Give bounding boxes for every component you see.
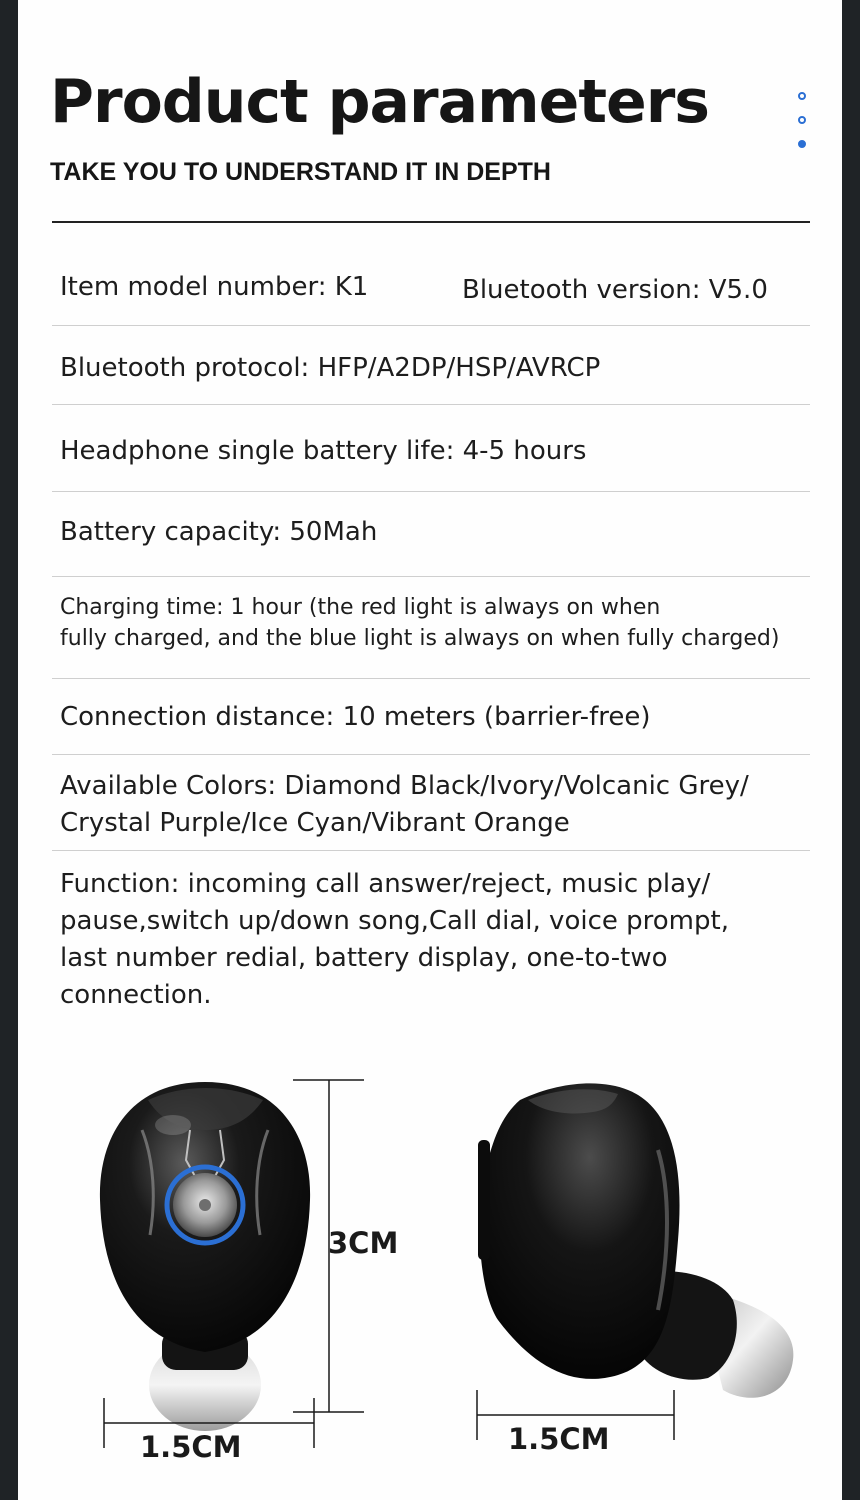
- pagination-dot-icon: [798, 92, 806, 100]
- row-divider: [52, 491, 810, 492]
- row-divider: [52, 325, 810, 326]
- earbud-side-view: [478, 1083, 793, 1397]
- param-bluetooth-version: Bluetooth version: V5.0: [462, 275, 768, 305]
- row-divider: [52, 576, 810, 577]
- param-function-line1: Function: incoming call answer/reject, music play/: [60, 869, 711, 899]
- page-title: Product parameters: [50, 67, 709, 137]
- row-divider: [52, 678, 810, 679]
- pagination-dots: [798, 92, 810, 152]
- param-charging-time-line1: Charging time: 1 hour (the red light is always on when: [60, 595, 661, 620]
- pagination-dot-icon: [798, 116, 806, 124]
- pagination-dot-active-icon: [798, 140, 806, 148]
- page-subtitle: TAKE YOU TO UNDERSTAND IT IN DEPTH: [50, 158, 551, 186]
- height-dimension-label: 3CM: [328, 1226, 399, 1260]
- param-model: Item model number: K1: [60, 272, 369, 302]
- param-function-line3: last number redial, battery display, one-to-two: [60, 943, 668, 973]
- product-card: [18, 0, 842, 1500]
- row-divider: [52, 404, 810, 405]
- param-function-line2: pause,switch up/down song,Call dial, voice prompt,: [60, 906, 729, 936]
- param-function-line4: connection.: [60, 980, 212, 1010]
- param-charging-time-line2: fully charged, and the blue light is always on when fully charged): [60, 626, 780, 651]
- param-battery-life: Headphone single battery life: 4-5 hours: [60, 436, 587, 466]
- row-divider: [52, 850, 810, 851]
- param-colors-line1: Available Colors: Diamond Black/Ivory/Volcanic Grey/: [60, 771, 749, 801]
- front-width-dimension-label: 1.5CM: [140, 1430, 242, 1464]
- side-width-dimension-label: 1.5CM: [508, 1422, 610, 1456]
- row-divider: [52, 754, 810, 755]
- earbud-dimension-figure: [58, 1060, 838, 1480]
- param-battery-capacity: Battery capacity: 50Mah: [60, 517, 378, 547]
- param-colors-line2: Crystal Purple/Ice Cyan/Vibrant Orange: [60, 808, 570, 838]
- header-divider: [52, 221, 810, 223]
- param-connection-distance: Connection distance: 10 meters (barrier-free): [60, 702, 651, 732]
- earbud-front-view: [100, 1082, 310, 1431]
- param-protocol: Bluetooth protocol: HFP/A2DP/HSP/AVRCP: [60, 353, 601, 383]
